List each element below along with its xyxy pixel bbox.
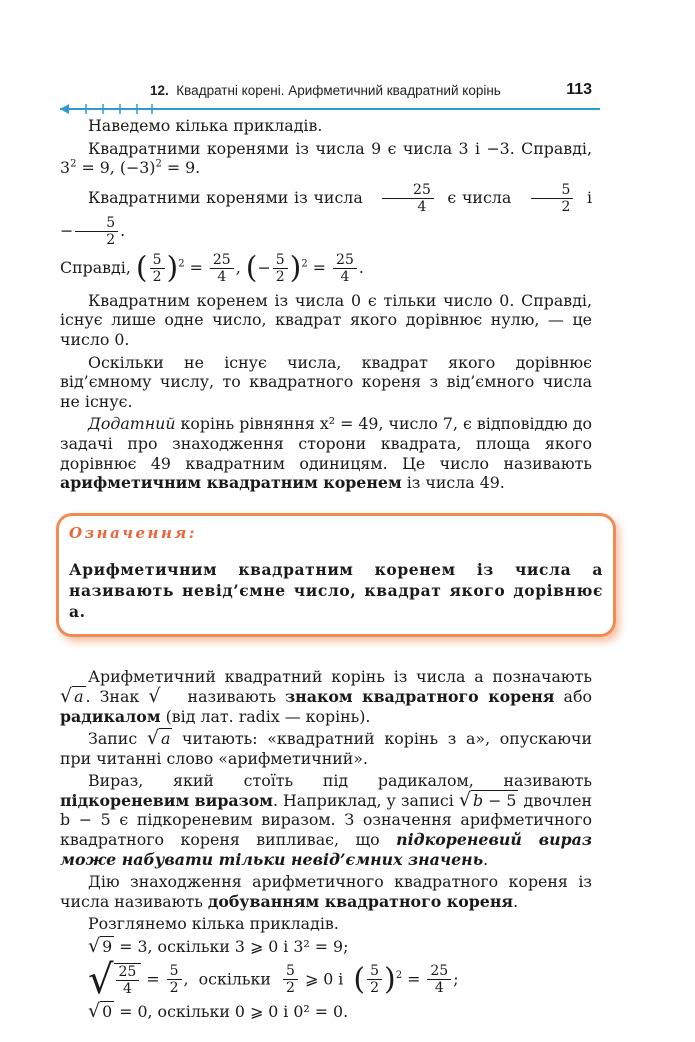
page-header bbox=[60, 78, 600, 114]
paragraph: Квадратними коренями із числа 9 є числа 3 і −3. Справді, $3^2 = 9$, $(-3)^2 = 9$. bbox=[60, 138, 592, 178]
number-line-decoration bbox=[60, 102, 600, 116]
paragraph: Запис √ a читають: «квадратний корінь з a», опускаючи при читанні слово «арифметичний». bbox=[60, 727, 592, 768]
page-body bbox=[60, 116, 603, 1024]
paragraph: Справді, ( $\frac{5}{2}$ )$^2$ = $\frac{25}{4}$ , (− $\frac{5}{2}$ )$^2$ = $\frac{25}{4}$ . bbox=[60, 250, 364, 286]
chapter-title-text: Квадратні корені. Арифметичний квадратний корінь bbox=[176, 83, 501, 98]
fraction: $\frac{25}{4}$ bbox=[382, 182, 434, 215]
example-3: √ 0 = 0, оскільки 0 ⩾ 0 і 0² = 0. bbox=[88, 999, 349, 1022]
paragraph: Вираз, який стоїть під радикалом, називають підкореневим виразом. Наприклад, у записі √ b − 5 двочлен b − 5 є підкореневим виразом. З означення арифметичного квадратного кореня випливає, що підкореневий вираз може набувати тільки невід’ємних значень. bbox=[60, 771, 592, 869]
chapter-number: 12. bbox=[150, 83, 169, 98]
definition-label: Означення: bbox=[69, 523, 197, 542]
fraction: $\frac{5}{2}$ bbox=[75, 215, 118, 248]
paragraph: Оскільки не існує числа, квадрат якого дорівнює від’ємному числу, то квадратного кореня з від’ємного числа не існує. bbox=[60, 352, 592, 411]
paragraph: Дію знаходження арифметичного квадратного кореня із числа називають добуванням квадратного кореня. bbox=[60, 872, 592, 911]
paragraph: Квадратним коренем із числа 0 є тільки число 0. Справді, існує лише одне число, квадрат якого дорівнює нулю, — це число 0. bbox=[60, 290, 592, 349]
definition-box bbox=[56, 513, 616, 638]
definition-text: Арифметичним квадратним коренем із числа a називають невід’ємне число, квадрат якого дорівнює a. bbox=[69, 560, 603, 622]
paragraph: Арифметичний квадратний корінь із числа a позначають √ a . Знак √ називають знаком квадратного кореня або радикалом (від лат. radix — корінь). bbox=[60, 667, 592, 726]
paragraph: Додатний корінь рівняння x² = 49, число 7, є відповіддю до задачі про знаходження сторони квадрата, площа якого дорівнює 49 квадратним одиницям. Це число називають арифметичним квадратним коренем із числа 49. bbox=[60, 414, 592, 493]
paragraph: Квадратними коренями із числа $\frac{25}{4}$ є числа $\frac{5}{2}$ і − $\frac{5}{2}$ . bbox=[60, 181, 593, 248]
page-number: 113 bbox=[566, 81, 592, 98]
example-2: √ $\frac{25}{4}$ = $\frac{5}{2}$ , оскільки $\frac{5}{2}$ ⩾ 0 і ( $\frac{5}{2}$ )$^2$ = $\frac{25}{4}$ ; bbox=[88, 956, 459, 1003]
chapter-title bbox=[150, 83, 501, 98]
fraction: $\frac{5}{2}$ bbox=[531, 182, 574, 215]
paragraph: Наведемо кілька прикладів. bbox=[88, 116, 323, 135]
paragraph: Розглянемо кілька прикладів. bbox=[88, 914, 339, 934]
example-1: √ 9 = 3, оскільки 3 ⩾ 0 і 3² = 9; bbox=[88, 935, 349, 958]
